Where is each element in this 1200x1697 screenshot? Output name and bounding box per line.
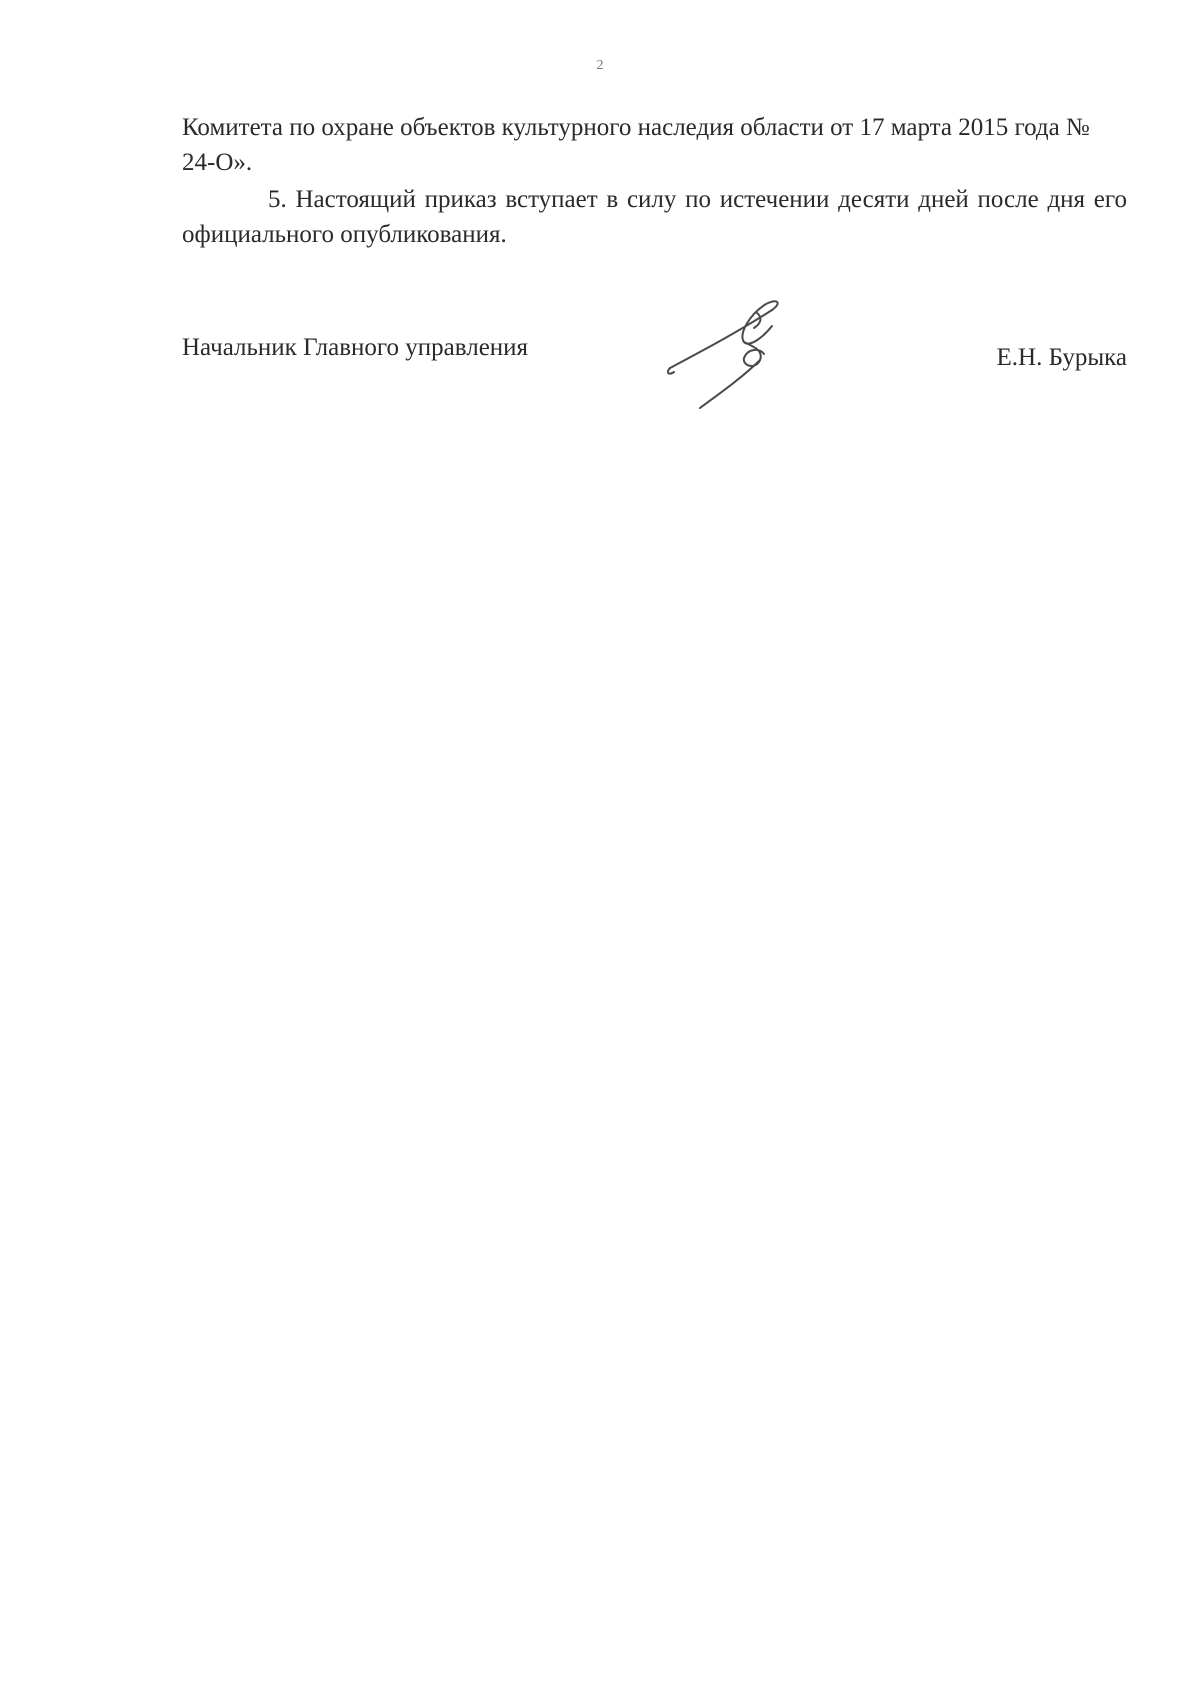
- page-number: 2: [596, 58, 604, 73]
- signer-title: Начальник Главного управления: [182, 334, 529, 361]
- paragraph-continued: Комитета по охране объектов культурного наследия области от 17 марта 2015 года № 24-О».: [182, 114, 1090, 176]
- handwritten-signature-icon: [660, 290, 820, 410]
- signer-name: Е.Н. Бурыка: [996, 344, 1127, 371]
- document-body: [182, 110, 1127, 252]
- paragraph-item-5: 5. Настоящий приказ вступает в силу по истечении десяти дней после дня его официального опубликования.: [182, 186, 1127, 248]
- signature-block: [182, 330, 1127, 440]
